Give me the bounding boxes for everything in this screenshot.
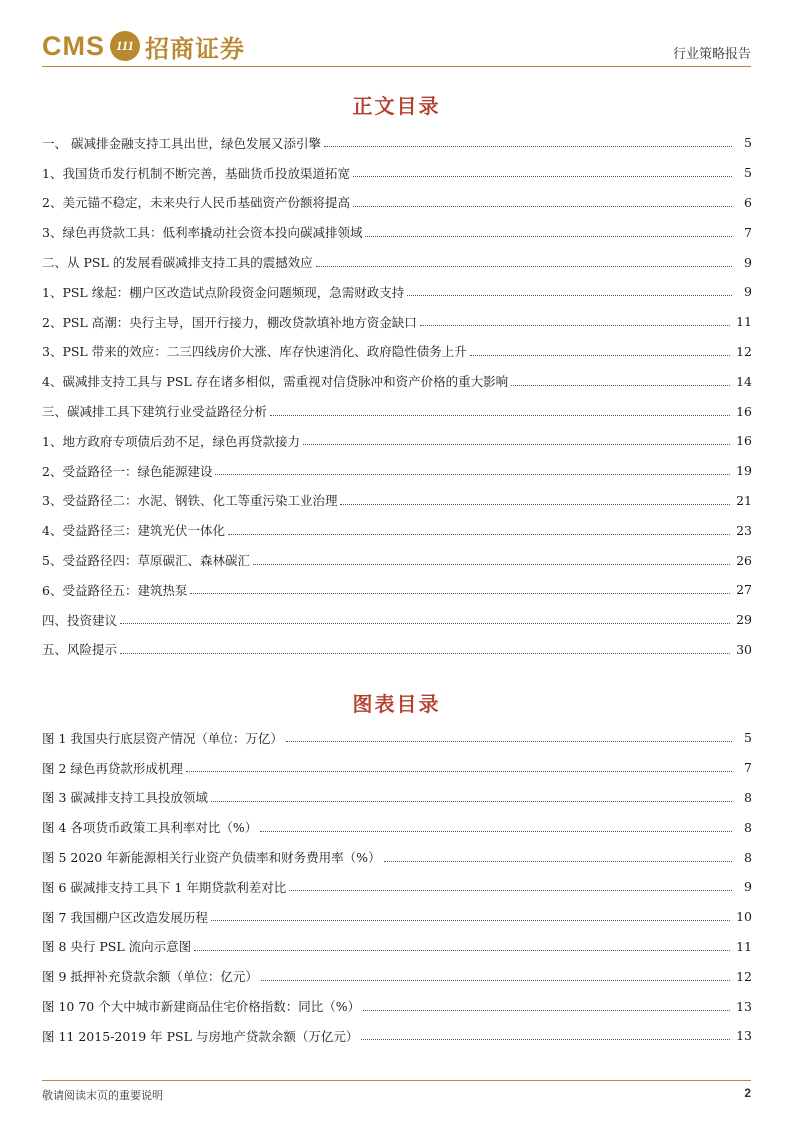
figure-entry-page: 8 [732, 820, 752, 835]
toc-entry[interactable] [42, 337, 752, 367]
toc-entry[interactable] [42, 128, 752, 158]
toc-entry-text: 五、风险提示 [42, 640, 120, 658]
dot-leader [365, 235, 732, 237]
dot-leader [120, 652, 730, 654]
toc-title: 正文目录 [352, 94, 441, 118]
dot-leader [270, 414, 730, 416]
figure-entry[interactable] [42, 842, 752, 872]
toc-entry-page: 16 [730, 404, 752, 419]
figure-entry-page: 7 [732, 760, 752, 775]
logo-cms-text: CMS [42, 30, 105, 61]
footer-notice: 敬请阅读末页的重要说明 [42, 1089, 163, 1102]
figure-entry-text: 图 9 抵押补充贷款余额（单位：亿元） [42, 967, 261, 985]
toc-entry-page: 9 [732, 284, 752, 299]
dot-leader [407, 294, 732, 296]
toc-entry[interactable] [42, 277, 752, 307]
dot-leader [215, 473, 730, 475]
toc-entry-text: 4、碳减排支持工具与 PSL 存在诸多相似，需重视对信贷脉冲和资产价格的重大影响 [42, 372, 511, 390]
figure-entry-page: 8 [732, 790, 752, 805]
toc-entry-text: 二、从 PSL 的发展看碳减排支持工具的震撼效应 [42, 253, 316, 271]
toc-entry-text: 三、碳减排工具下建筑行业受益路径分析 [42, 402, 270, 420]
toc-entry[interactable] [42, 247, 752, 277]
toc-entry[interactable] [42, 456, 752, 486]
figure-entry-text: 图 1 我国央行底层资产情况（单位：万亿） [42, 729, 286, 747]
toc-entry-page: 19 [730, 463, 752, 478]
toc-entry-text: 5、受益路径四：草原碳汇、森林碳汇 [42, 551, 253, 569]
figure-entry[interactable] [42, 1021, 752, 1051]
figure-entry[interactable] [42, 783, 752, 813]
figure-entry-page: 13 [730, 1028, 752, 1043]
header-divider [42, 66, 751, 67]
toc-entry[interactable] [42, 396, 752, 426]
dot-leader [260, 830, 732, 832]
figure-entry-page: 9 [732, 879, 752, 894]
toc-entry-page: 29 [730, 612, 752, 627]
dot-leader [186, 770, 732, 772]
toc-entry-text: 1、我国货币发行机制不断完善，基础货币投放渠道拓宽 [42, 164, 353, 182]
dot-leader [194, 949, 730, 951]
figure-entry-text: 图 8 央行 PSL 流向示意图 [42, 937, 194, 955]
page-header [0, 0, 793, 72]
toc-entry-text: 2、PSL 高潮：央行主导，国开行接力，棚改贷款填补地方资金缺口 [42, 313, 420, 331]
toc-entry-page: 14 [730, 374, 752, 389]
dot-leader [324, 145, 732, 147]
dot-leader [353, 175, 732, 177]
company-logo [42, 28, 245, 64]
toc-entry-text: 3、受益路径二：水泥、钢铁、化工等重污染工业治理 [42, 491, 340, 509]
toc-entry[interactable] [42, 545, 752, 575]
toc-entry-page: 7 [732, 225, 752, 240]
logo-chinese-text: 招商证券 [145, 34, 245, 63]
footer-divider [42, 1080, 751, 1081]
toc-entry[interactable] [42, 515, 752, 545]
figure-entry-text: 图 10 70 个大中城市新建商品住宅价格指数：同比（%） [42, 997, 363, 1015]
dot-leader [253, 563, 730, 565]
toc-entry-text: 1、PSL 缘起：棚户区改造试点阶段资金问题频现，急需财政支持 [42, 283, 407, 301]
dot-leader [353, 205, 732, 207]
toc-entry[interactable] [42, 307, 752, 337]
toc-entry[interactable] [42, 426, 752, 456]
figure-entry[interactable] [42, 872, 752, 902]
dot-leader [316, 265, 732, 267]
toc-entry-page: 16 [730, 433, 752, 448]
toc-entry-page: 12 [730, 344, 752, 359]
figure-entry-text: 图 5 2020 年新能源相关行业资产负债率和财务费用率（%） [42, 848, 384, 866]
figure-entry-text: 图 6 碳减排支持工具下 1 年期贷款利差对比 [42, 878, 289, 896]
toc-entry[interactable] [42, 158, 752, 188]
dot-leader [228, 533, 730, 535]
figure-entry-text: 图 3 碳减排支持工具投放领域 [42, 788, 211, 806]
figure-entry[interactable] [42, 902, 752, 932]
figures-list [42, 723, 752, 1051]
toc-entry-text: 3、PSL 带来的效应：二三四线房价大涨、库存快速消化、政府隐性债务上升 [42, 342, 470, 360]
toc-entry-page: 9 [732, 255, 752, 270]
dot-leader [261, 979, 730, 981]
toc-entry[interactable] [42, 188, 752, 218]
toc-entry-text: 6、受益路径五：建筑热泵 [42, 581, 190, 599]
dot-leader [211, 919, 730, 921]
dot-leader [211, 800, 732, 802]
figure-entry-page: 12 [730, 969, 752, 984]
toc-entry[interactable] [42, 217, 752, 247]
dot-leader [190, 592, 730, 594]
toc-entry-text: 3、绿色再贷款工具：低利率撬动社会资本投向碳减排领域 [42, 223, 365, 241]
figure-entry[interactable] [42, 932, 752, 962]
figure-entry-text: 图 2 绿色再贷款形成机理 [42, 759, 186, 777]
toc-entry-text: 一、 碳减排金融支持工具出世，绿色发展又添引擎 [42, 134, 324, 152]
dot-leader [286, 740, 732, 742]
figure-entry[interactable] [42, 723, 752, 753]
dot-leader [340, 503, 730, 505]
figure-entry[interactable] [42, 991, 752, 1021]
dot-leader [363, 1009, 730, 1011]
dot-leader [511, 384, 730, 386]
toc-entry[interactable] [42, 575, 752, 605]
figures-title: 图表目录 [352, 692, 441, 716]
toc-entry-page: 5 [732, 135, 752, 150]
dot-leader [470, 354, 730, 356]
toc-entry-page: 21 [730, 493, 752, 508]
toc-entry-text: 四、投资建议 [42, 611, 120, 629]
toc-entry-page: 5 [732, 165, 752, 180]
dot-leader [361, 1038, 730, 1040]
dot-leader [420, 324, 730, 326]
toc-entry-page: 27 [730, 582, 752, 597]
page-number: 2 [744, 1086, 751, 1100]
dot-leader [303, 443, 730, 445]
figure-entry-text: 图 7 我国棚户区改造发展历程 [42, 908, 211, 926]
figure-entry[interactable] [42, 812, 752, 842]
toc-entry[interactable] [42, 635, 752, 665]
toc-entry-text: 4、受益路径三：建筑光伏一体化 [42, 521, 228, 539]
toc-entry-page: 23 [730, 523, 752, 538]
figure-entry[interactable] [42, 753, 752, 783]
report-type-label: 行业策略报告 [672, 47, 751, 62]
toc-entry-page: 6 [732, 195, 752, 210]
dot-leader [120, 622, 730, 624]
figure-entry-page: 11 [730, 939, 752, 954]
toc-entry[interactable] [42, 366, 752, 396]
figure-entry[interactable] [42, 961, 752, 991]
toc-entry-text: 1、地方政府专项债后劲不足，绿色再贷款接力 [42, 432, 303, 450]
figure-entry-page: 8 [732, 850, 752, 865]
dot-leader [289, 889, 732, 891]
toc-entry-page: 11 [730, 314, 752, 329]
toc-entry-page: 26 [730, 553, 752, 568]
figure-entry-page: 13 [730, 999, 752, 1014]
dot-leader [384, 860, 732, 862]
figure-entry-page: 5 [732, 730, 752, 745]
toc-entry-page: 30 [730, 642, 752, 657]
figure-entry-text: 图 4 各项货币政策工具利率对比（%） [42, 818, 260, 836]
toc-entry[interactable] [42, 605, 752, 635]
toc-list [42, 128, 752, 664]
toc-entry-text: 2、受益路径一：绿色能源建设 [42, 462, 215, 480]
figure-entry-page: 10 [730, 909, 752, 924]
figure-entry-text: 图 11 2015-2019 年 PSL 与房地产贷款余额（万亿元） [42, 1027, 361, 1045]
toc-entry[interactable] [42, 486, 752, 516]
logo-badge-icon: 111 [110, 31, 140, 61]
toc-entry-text: 2、美元锚不稳定，未来央行人民币基础资产份额将提高 [42, 193, 353, 211]
